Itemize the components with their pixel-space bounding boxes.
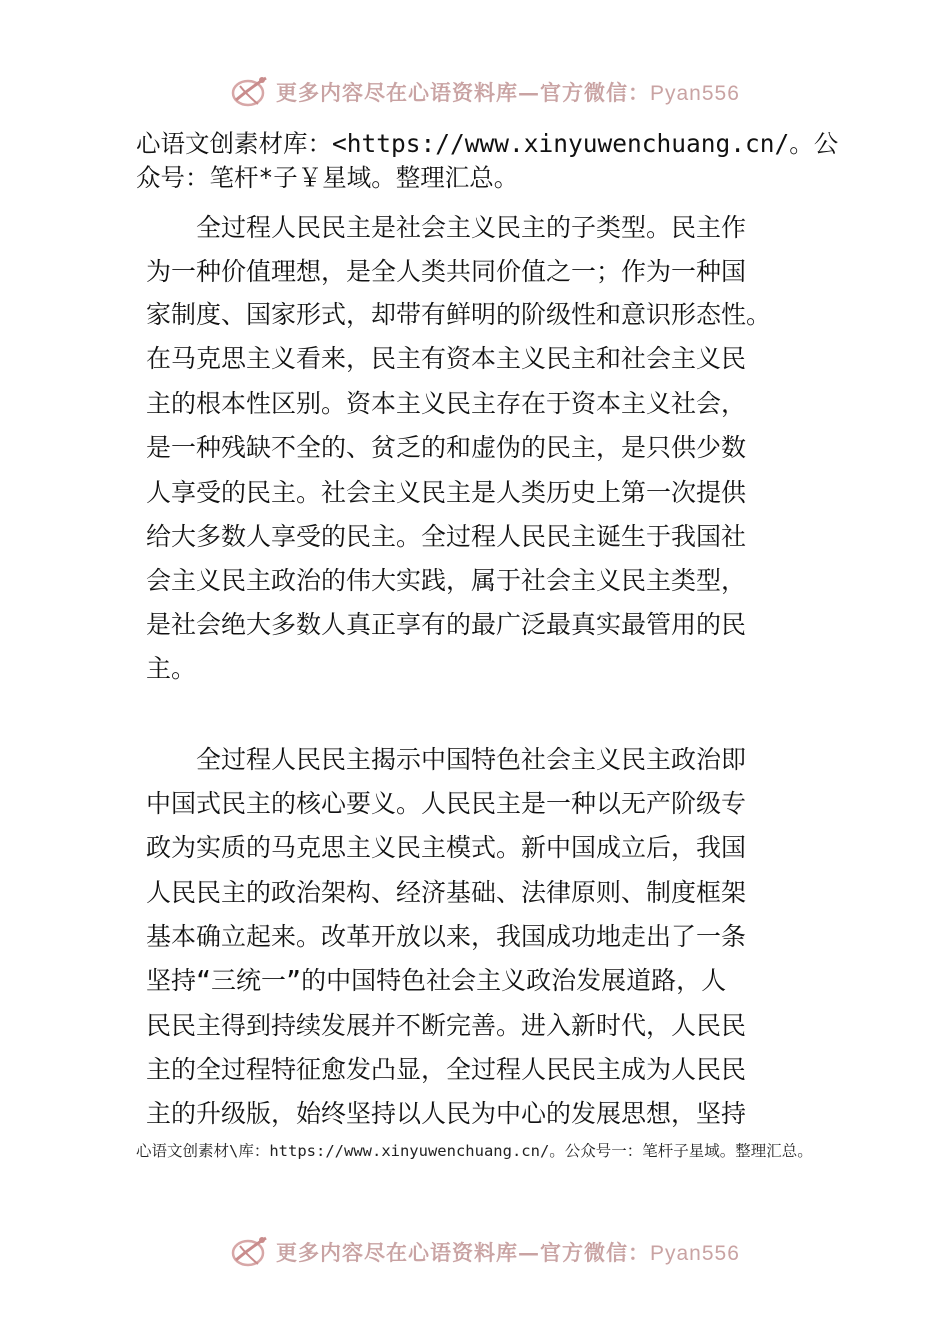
paragraph2-line: 民民主得到持续发展并不断完善。进入新时代，人民民 (146, 1011, 747, 1040)
paragraph2-line: 主的全过程特征愈发凸显，全过程人民民主成为人民民 (146, 1055, 747, 1084)
paragraph2-line: 中国式民主的核心要义。人民民主是一种以无产阶级专 (146, 789, 747, 818)
paragraph2-line: 坚持“三统一”的中国特色社会主义政治发展道路，人 (146, 966, 727, 995)
source-line-1: 心语文创素材库：<https://www.xinyuwenchuang.cn/。公 (136, 129, 839, 158)
paragraph2-line: 主的升级版，始终坚持以人民为中心的发展思想，坚持 (146, 1099, 747, 1128)
logo-icon (228, 70, 272, 114)
watermark-text: 更多内容尽在心语资料库—官方微信：Pyan556 (276, 80, 740, 105)
paragraph1-line: 主的根本性区别。资本主义民主存在于资本主义社会， (146, 389, 747, 418)
footer-source-line: 心语文创素材\库：https://www.xinyuwenchuang.cn/。公众号一：笔杆子星域。整理汇总。 (136, 1142, 813, 1160)
paragraph2-line: 人民民主的政治架构、经济基础、法律原则、制度框架 (146, 878, 747, 907)
paragraph1-line: 全过程人民民主是社会主义民主的子类型。民主作 (146, 213, 747, 242)
header-watermark (228, 70, 740, 114)
paragraph1-line: 是社会绝大多数人真正享有的最广泛最真实最管用的民 (146, 610, 747, 639)
source-line-2: 众号：笔杆*子￥星域。整理汇总。 (136, 163, 519, 192)
paragraph2-line: 政为实质的马克思主义民主模式。新中国成立后，我国 (146, 833, 747, 862)
logo-icon (228, 1230, 272, 1274)
paragraph1-line: 为一种价值理想，是全人类共同价值之一；作为一种国 (146, 257, 747, 286)
paragraph1-line: 是一种残缺不全的、贫乏的和虚伪的民主，是只供少数 (146, 433, 747, 462)
paragraph1-line: 主。 (146, 654, 197, 683)
paragraph1-line: 给大多数人享受的民主。全过程人民民主诞生于我国社 (146, 522, 747, 551)
watermark-text: 更多内容尽在心语资料库—官方微信：Pyan556 (276, 1240, 740, 1265)
paragraph2-line: 全过程人民民主揭示中国特色社会主义民主政治即 (146, 745, 747, 774)
paragraph1-line: 人享受的民主。社会主义民主是人类历史上第一次提供 (146, 478, 747, 507)
paragraph1-line: 在马克思主义看来，民主有资本主义民主和社会主义民 (146, 344, 747, 373)
paragraph1-line: 家制度、国家形式，却带有鲜明的阶级性和意识形态性。 (146, 300, 772, 329)
paragraph2-line: 基本确立起来。改革开放以来，我国成功地走出了一条 (146, 922, 747, 951)
paragraph1-line: 会主义民主政治的伟大实践，属于社会主义民主类型， (146, 566, 747, 595)
footer-watermark (228, 1230, 740, 1274)
